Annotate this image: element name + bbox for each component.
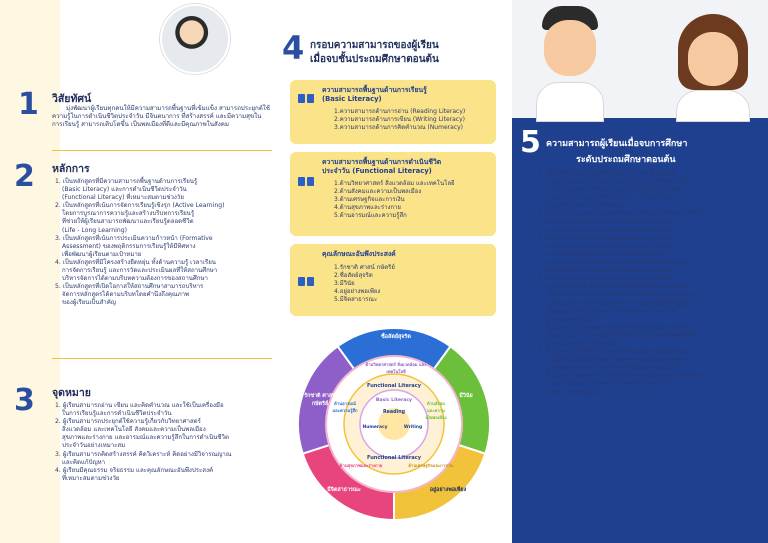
functional-literacy-item: 1.ด้านวิทยาศาสตร์ สิ่งแวดล้อม และเทคโนโลยี (334, 180, 455, 187)
list-item: 4. ผู้เรียนมีคุณธรรม จริยธรรม และคุณลักษณะอันพึงประสงค์ (55, 466, 214, 474)
section-4-title-line2: เมื่อจบชั้นประถมศึกษาตอนต้น (310, 54, 439, 65)
section-1-heading: วิสัยทัศน์ (52, 93, 92, 105)
wheel-middle-label: ด้านเศรษฐกิจและการเงิน (408, 463, 454, 468)
section-3-list (55, 402, 277, 483)
list-item: จากการมีส่วนร่วมกิจกรรมในท้องถิ่น และสื่อสาร (547, 380, 672, 388)
list-item: 3. เป็นหลักสูตรที่เน้นการประเมินความก้าวหน้า (Formative (55, 234, 213, 242)
list-item: และประเพณีท้องถิ่น (547, 315, 599, 323)
list-item: แผนภูมิ แผนภาพ แผนผัง และเรื่องราวในชีวิตประจำวัน (547, 178, 691, 186)
wheel-core-writing: Writing (403, 425, 423, 430)
section-2-heading: หลักการ (52, 163, 90, 175)
list-item: 3. รับรู้และเข้าใจการเปลี่ยนแปลงของปรากฏการณ์ (538, 234, 671, 242)
characteristics-title: คุณลักษณะอันพึงประสงค์ (322, 250, 396, 258)
list-item: สุขภาพและร่างกาย และอารมณ์และความรู้สึกในการดำเนินชีวิต (62, 434, 229, 442)
list-item: ควบคุมอารมณ์ จัดการกับความเครียดและความท้าทาย (547, 283, 691, 291)
list-item: 5. เป็นหลักสูตรที่เปิดโอกาสให้สถานศึกษาสามารถบริหาร (55, 283, 204, 291)
list-item: และคิดแก้ปัญหา (62, 458, 106, 466)
list-item: ที่ช่วยให้ผู้เรียนสามารถพัฒนาและเรียนรู้ตลอดชีวิต (62, 218, 194, 226)
list-item: จัดการหลักสูตรได้ตามบริบทโดยคำนึงถึงคุณภาพ (62, 291, 190, 299)
list-item: 7. รับรู้และเห็นคุณค่าความสุนทรียภาพของศิลปะและวัฒนธรรม (538, 372, 704, 380)
boy-illustration (530, 6, 610, 118)
wheel-outer-label: มีวินัย (459, 393, 473, 399)
list-item: 4. รับรู้และเข้าใจบทบาทของตนเองในฐานะพลเมือง (538, 275, 673, 283)
wheel-functional-label-bottom: Functional Literacy (367, 455, 421, 461)
section-1-text: มุ่งพัฒนาผู้เรียนทุกคนให้มีความสามารถพื้นฐานที่เข้มแข็ง สามารถประยุกต์ใช้ความรู้ในการดำเนินชีวิตประจำวัน มีจินตนาการ ที่สร้างสรรค์ และมีความสุขในการเรียนรู้ สามารถเติบโตขึ้น เป็นพลเมืองที่ดีและมีคุณภาพในสังคม (52, 105, 270, 128)
basic-literacy-title-1: ความสามารถพื้นฐานด้านการเรียนรู้ (322, 86, 427, 94)
wheel-core-numeracy: Numeracy (362, 425, 388, 430)
wheel-middle-label: ด้านอารมณ์และความรู้สึก (332, 401, 358, 413)
list-item: 4. เป็นหลักสูตรที่มีโครงสร้างยืดหยุ่น ทั้งด้านความรู้ เวลาเรียน (55, 258, 216, 266)
section-5-title-line2: ระดับประถมศึกษาตอนต้น (576, 155, 676, 165)
list-item: 1. ผู้เรียนสามารถอ่าน เขียน และคิดคำนวณ และใช้เป็นเครื่องมือ (55, 402, 224, 409)
list-item: และใช้เป็นข้อมูลประกอบการตัดสินใจแก้ปัญหา (547, 250, 670, 258)
left-background-tint (0, 0, 60, 543)
list-item: 5. รับรู้และเข้าใจสภาพทางเศรษฐกิจของครอบครัว เข้าใจ (538, 323, 688, 331)
functional-literacy-title-2: ประจำวัน (Functional Literacy) (322, 167, 432, 175)
list-item: สอดคล้องกับบริบทและสภาพแวดล้อมของตนเอง (547, 267, 672, 275)
functional-literacy-item: 4.ด้านสุขภาพและร่างกาย (334, 204, 401, 211)
list-item: สามารถสรุปสาระสำคัญ และสื่อสารได้ทั้งภาษาไทย (547, 186, 680, 194)
divider (52, 358, 272, 359)
functional-literacy-item: 5.ด้านอารมณ์และความรู้สึก (334, 212, 407, 219)
functional-literacy-item: 3.ด้านเศรษฐกิจและการเงิน (334, 196, 405, 203)
list-item: สิ่งแวดล้อม และเทคโนโลยี สังคมและความเป็นพลเมือง (62, 426, 206, 434)
list-item: มีประสิทธิภาพ และรับผิดชอบ (547, 202, 624, 210)
list-item: บริหารจัดการได้ตามบริบทความต้องการของสถานศึกษา (62, 275, 208, 283)
list-item: 6. รับรู้และเข้าใจเกี่ยวกับการดูแลรักษาสุขภาพของตนเอง (538, 348, 688, 356)
characteristics-item: 4.อยู่อย่างพอเพียง (334, 288, 381, 295)
section-5-title-line1: ความสามารถผู้เรียนเมื่อจบการศึกษา (546, 139, 688, 149)
wheel-outer-label: มีจิตสาธารณะ (327, 487, 361, 493)
wheel-middle-label: ด้านวิทยาศาสตร์ สิ่งแวดล้อม และเทคโนโลยี (365, 362, 427, 374)
list-item: รับผิดชอบต่อการกระทำของตนเอง มีทักษะในการทำงาน (547, 291, 694, 299)
characteristics-item: 3.มีวินัย (334, 280, 355, 287)
list-item: และสัญลักษณ์ทางคณิตศาสตร์อย่างสมเหตุสมผล (547, 226, 673, 234)
list-item: 2. ผู้เรียนสามารถประยุกต์ใช้ความรู้เกี่ยวกับวิทยาศาสตร์ (55, 418, 201, 426)
girl-illustration (668, 14, 758, 118)
list-item: เพื่อพัฒนาผู้เรียนตามเป้าหมาย (62, 250, 142, 258)
list-item: ต่อการประกอบอาชีพสุจริต (547, 339, 617, 347)
functional-literacy-title-1: ความสามารถพื้นฐานด้านการดำเนินชีวิต (322, 158, 442, 166)
section-4-title-line1: กรอบความสามารถของผู้เรียน (310, 40, 439, 51)
list-item: ที่เหมาะสมตามช่วงวัย (62, 474, 120, 482)
wheel-functional-label: Functional Literacy (367, 383, 421, 389)
list-item: และสร้างสรรค์สิ่งใหม่เพื่อการดำเนินชีวิตอย่างเหมาะสม (547, 259, 691, 267)
list-item: ปฏิบัติตนเป็นผู้มีสุขนิสัย รับผิดชอบต่อตนเองและสังคม (547, 356, 687, 364)
list-item: การจัดการเรียนรู้ และการวัดและประเมินผลที่ให้สถานศึกษา (62, 267, 218, 275)
list-item: โดยการบูรณาการความรู้และสร้างบริบทการเรียนรู้ (62, 210, 195, 218)
list-item: 3. ผู้เรียนสามารถคิดสร้างสรรค์ คิดวิเคราะห์ คิดอย่างมีวิจารณญาณ (55, 450, 232, 458)
book-icon (298, 93, 314, 104)
basic-literacy-item: 3.ความสามารถด้านการคิดคำนวณ (Numeracy) (334, 124, 463, 131)
student-photo (160, 4, 230, 74)
wheel-middle-label: ด้านสุขภาพและร่างกาย (339, 463, 383, 468)
list-item: ของผู้เรียนเป็นสำคัญ (62, 299, 116, 307)
list-item: ด้วยความเชื่อมั่น รวมถึงสามารถสื่อสารด้วยภาษา (547, 218, 676, 226)
wheel-core-reading: Reading (382, 410, 406, 415)
list-item: 2. เป็นหลักสูตรที่เน้นการจัดการเรียนรู้เชิงรุก (Active Learning) (55, 202, 225, 210)
section-3-heading: จุดหมาย (52, 387, 91, 399)
list-item: และป้องกันตัวเองจากการเสี่ยงหรืออันตรายรอบด้าน (547, 364, 682, 372)
book-icon (298, 276, 314, 287)
list-item: (Functional Literacy) ที่เหมาะสมตามช่วงวัย (62, 194, 184, 202)
basic-literacy-item: 1.ความสามารถด้านการอ่าน (Reading Literacy) (334, 108, 466, 115)
characteristics-item: 1.รักชาติ ศาสน์ กษัตริย์ (334, 264, 395, 271)
divider (52, 150, 272, 151)
characteristics-item: 2.ซื่อสัตย์สุจริต (334, 272, 373, 279)
list-item: 2. ใช้ความรู้เบื้องต้นทางคณิตศาสตร์แก้ปัญหาในชีวิตประจำวัน (538, 210, 702, 218)
section-2-list (55, 178, 277, 308)
list-item: (Life - Long Learning) (62, 226, 127, 234)
section-4-number: 4 (282, 29, 305, 67)
wheel-outer-label: อยู่อย่างพอเพียง (429, 487, 467, 493)
section-5-list (538, 170, 764, 397)
list-item: ด้วยความภาคภูมิใจ (547, 388, 599, 396)
list-item: และภาษาอังกฤษ ด้วยวิธีการต่าง ๆ อย่างเหมาะสม (547, 194, 677, 202)
list-item: ถึงกระบวนการทำงานที่ทำให้เกิดรายได้ และมีทัศนคติที่ดี (547, 331, 695, 339)
wheel-outer-label: รักชาติ ศาสน์ กษัตริย์ (304, 393, 336, 407)
wheel-basic-label: Basic Literacy (375, 398, 413, 403)
wheel-middle-label: ด้านสังคมและความเป็นพลเมือง (425, 401, 447, 420)
section-5-number: 5 (520, 125, 541, 160)
list-item: 1. เป็นหลักสูตรที่มีความสามารถพื้นฐานด้านการเรียนรู้ (55, 178, 198, 185)
list-item: ในการเรียนรู้และการดำเนินชีวิตประจำวัน (62, 410, 172, 418)
functional-literacy-item: 2.ด้านสังคมและความเป็นพลเมือง (334, 188, 422, 195)
list-item: (Basic Literacy) และการดำเนินชีวิตประจำวัน (62, 186, 187, 194)
basic-literacy-item: 2.ความสามารถด้านการเขียน (Writing Literacy) (334, 116, 465, 123)
list-item: Assessment) ของพฤติกรรมการเรียนรู้ให้มีทิศทาง (62, 242, 196, 250)
list-item: รู้ผิดชอบชั่วดี มีส่วนร่วมในกิจกรรมทางวัฒนธรรม (547, 307, 676, 315)
list-item: เป็นทีม สามารถสร้างและรักษาความสัมพันธ์ที่ดีกับผู้อื่น (547, 299, 689, 307)
basic-literacy-title-2: (Basic Literacy) (322, 95, 382, 103)
section-1-number: 1 (18, 87, 39, 122)
list-item: 1. เข้าใจความหมายของคำ ข้อความ ภาพ สัญลักษณ์ (538, 170, 677, 177)
list-item: ประจำวันอย่างเหมาะสม (62, 442, 126, 450)
list-item: ทางธรรมชาติและสิ่งแวดล้อมรอบตัว เทคโนโลยี (547, 242, 672, 250)
wheel-outer-label: ซื่อสัตย์สุจริต (381, 334, 411, 340)
characteristics-item: 5.มีจิตสาธารณะ (334, 296, 378, 303)
section-3-number: 3 (14, 383, 35, 418)
section-2-number: 2 (14, 159, 35, 194)
book-icon (298, 176, 314, 187)
